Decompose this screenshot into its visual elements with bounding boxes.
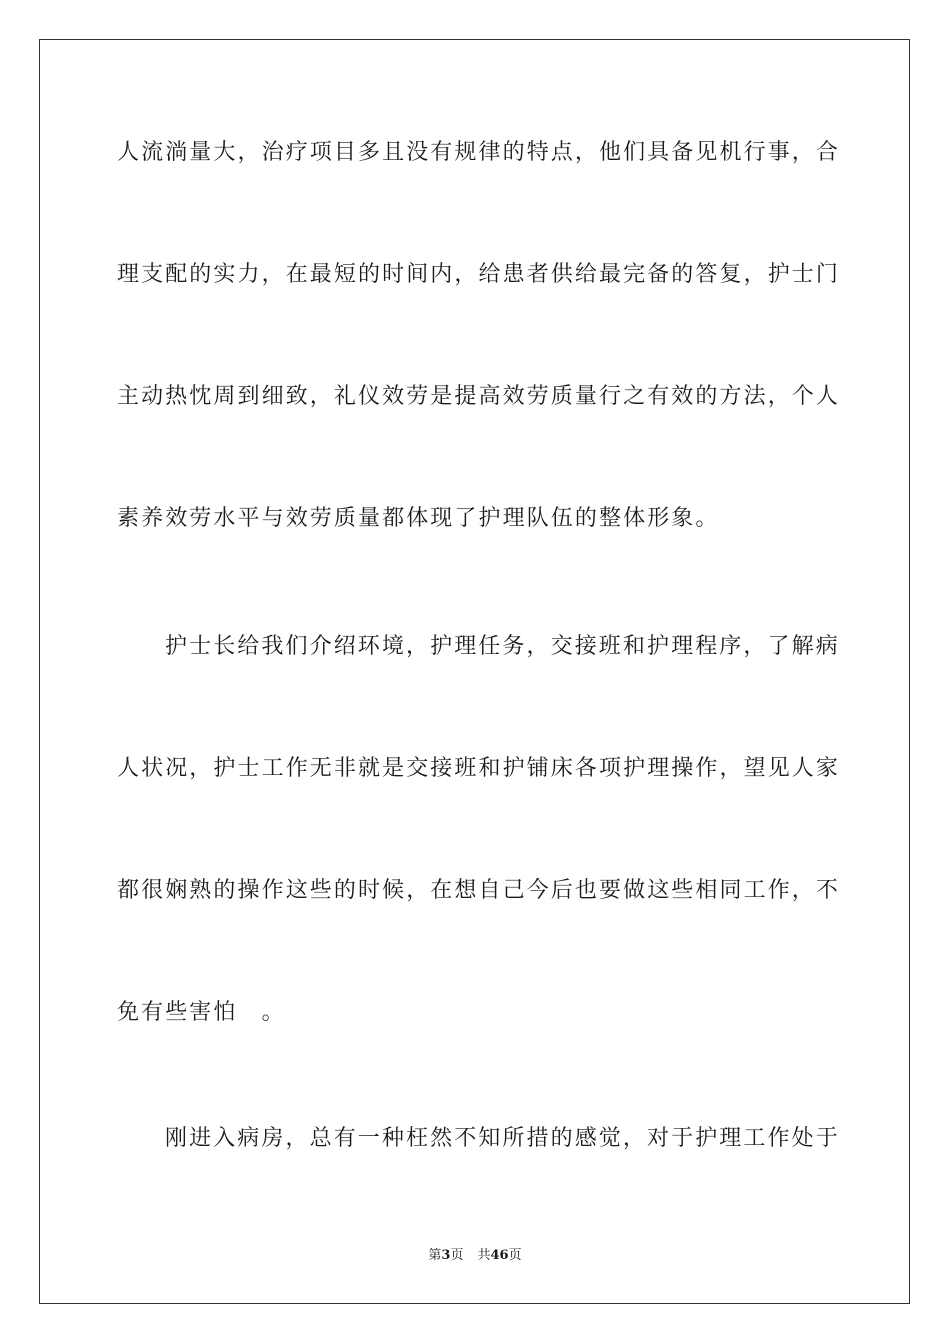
total-pages: 46: [490, 1248, 509, 1263]
total-suffix: 页: [508, 1248, 522, 1263]
paragraph-3-line-1: 刚进入病房，总有一种枉然不知所措的感觉，对于护理工作处于: [165, 1126, 840, 1151]
text-line-2: 理支配的实力，在最短的时间内，给患者供给最完备的答复，护士门: [117, 262, 841, 287]
text-line-4: 素养效劳水平与效劳质量都体现了护理队伍的整体形象。: [117, 506, 720, 531]
total-prefix: 共: [477, 1248, 491, 1263]
page-prefix: 第: [428, 1248, 442, 1263]
page-suffix: 页: [450, 1248, 464, 1263]
page-number: 3: [441, 1248, 451, 1263]
page-footer: [0, 1247, 950, 1265]
text-line-1: 人流淌量大，治疗项目多且没有规律的特点，他们具备见机行事，合: [117, 140, 841, 165]
text-line-3: 主动热忱周到细致，礼仪效劳是提高效劳质量行之有效的方法，个人: [117, 384, 841, 409]
text-line-6: 人状况，护士工作无非就是交接班和护铺床各项护理操作，望见人家: [117, 756, 841, 781]
text-line-8: 免有些害怕 。: [117, 1000, 286, 1025]
page-border: [39, 39, 910, 1304]
paragraph-2-line-1: 护士长给我们介绍环境，护理任务，交接班和护理程序，了解病: [165, 634, 840, 659]
text-line-7: 都很娴熟的操作这些的时候，在想自己今后也要做这些相同工作，不: [117, 878, 841, 903]
